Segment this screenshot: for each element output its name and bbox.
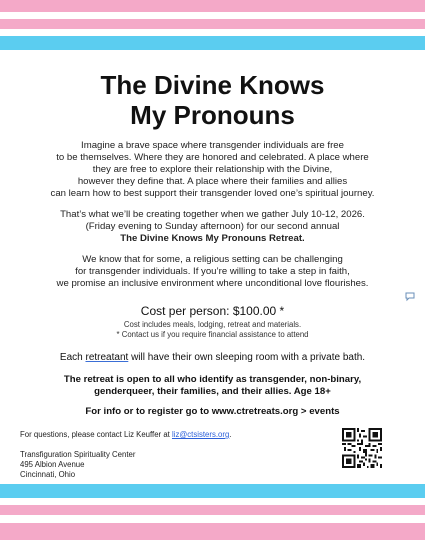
eligibility-note xyxy=(30,374,395,398)
address-line: Cincinnati, Ohio xyxy=(20,470,76,479)
room-suffix: will have their own sleeping room with a private bath. xyxy=(128,352,366,363)
top-stripe-pink-2 xyxy=(0,19,425,29)
register-info: For info or to register go to www.ctretreats.org > events xyxy=(85,406,340,417)
inclusion-line: We know that for some, a religious setting can be challenging xyxy=(82,254,343,265)
bottom-stripe-pink-2 xyxy=(0,523,425,540)
cost-heading: Cost per person: $100.00 * xyxy=(140,304,285,318)
contact-line xyxy=(20,430,350,440)
room-prefix: Each xyxy=(59,352,86,363)
title-line-2: My Pronouns xyxy=(130,100,295,130)
contact-prefix: For questions, please contact Liz Keuffer at xyxy=(20,430,172,439)
financial-assistance-note: * Contact us if you require financial assistance to attend xyxy=(116,330,309,339)
intro-line: they are free to explore their relationship with the Divine, xyxy=(92,164,333,175)
top-stripe-white-1 xyxy=(0,12,425,19)
flyer-title xyxy=(0,70,425,130)
inclusion-paragraph xyxy=(16,254,409,290)
address-line: 495 Albion Avenue xyxy=(20,460,85,469)
bottom-stripe-pink-1 xyxy=(0,505,425,515)
eligibility-line: genderqueer, their families, and their allies. Age 18+ xyxy=(94,386,331,397)
bottom-stripe-white-2 xyxy=(0,515,425,523)
title-line-1: The Divine Knows xyxy=(100,70,325,100)
intro-paragraph xyxy=(16,140,409,200)
address-line: Transfiguration Spirituality Center xyxy=(20,450,136,459)
retreat-name: The Divine Knows My Pronouns Retreat xyxy=(120,233,303,244)
inclusion-line: we promise an inclusive environment where unconditional love flourishes. xyxy=(56,278,369,289)
retreatant-word: retreatant xyxy=(85,352,129,363)
address-block xyxy=(20,450,350,480)
flyer-body xyxy=(0,60,425,428)
qr-code-icon[interactable] xyxy=(342,428,382,468)
contact-section xyxy=(20,430,350,480)
intro-line: Imagine a brave space where transgender individuals are free xyxy=(81,140,344,151)
intro-line: can learn how to best support their transgender loved one’s spiritual journey. xyxy=(50,188,375,199)
cost-includes: Cost includes meals, lodging, retreat and materials. xyxy=(123,320,302,329)
event-date-line: That’s what we’ll be creating together when we gather July 10-12, 2026. xyxy=(60,209,365,220)
intro-line: however they define that. A place where their families and allies xyxy=(77,176,348,187)
event-time-line: (Friday evening to Sunday afternoon) for our second annual xyxy=(85,221,340,232)
event-paragraph xyxy=(16,209,409,245)
inclusion-line: for transgender individuals. If you’re willing to take a step in faith, xyxy=(75,266,350,277)
eligibility-line: The retreat is open to all who identify as transgender, non-binary, xyxy=(63,374,362,385)
top-stripe-white-2 xyxy=(0,29,425,36)
intro-line: to be themselves. Where they are honored and celebrated. A place where xyxy=(56,152,369,163)
comment-icon[interactable] xyxy=(405,292,415,302)
contact-suffix: . xyxy=(229,430,232,439)
top-stripe-blue xyxy=(0,36,425,50)
contact-email-link[interactable]: liz@ctsisters.org xyxy=(171,430,230,439)
bottom-stripe-white-1 xyxy=(0,498,425,505)
retreat-name-period: . xyxy=(302,233,305,244)
bottom-stripe-blue xyxy=(0,484,425,498)
top-stripe-pink-1 xyxy=(0,0,425,12)
room-note xyxy=(0,352,425,364)
